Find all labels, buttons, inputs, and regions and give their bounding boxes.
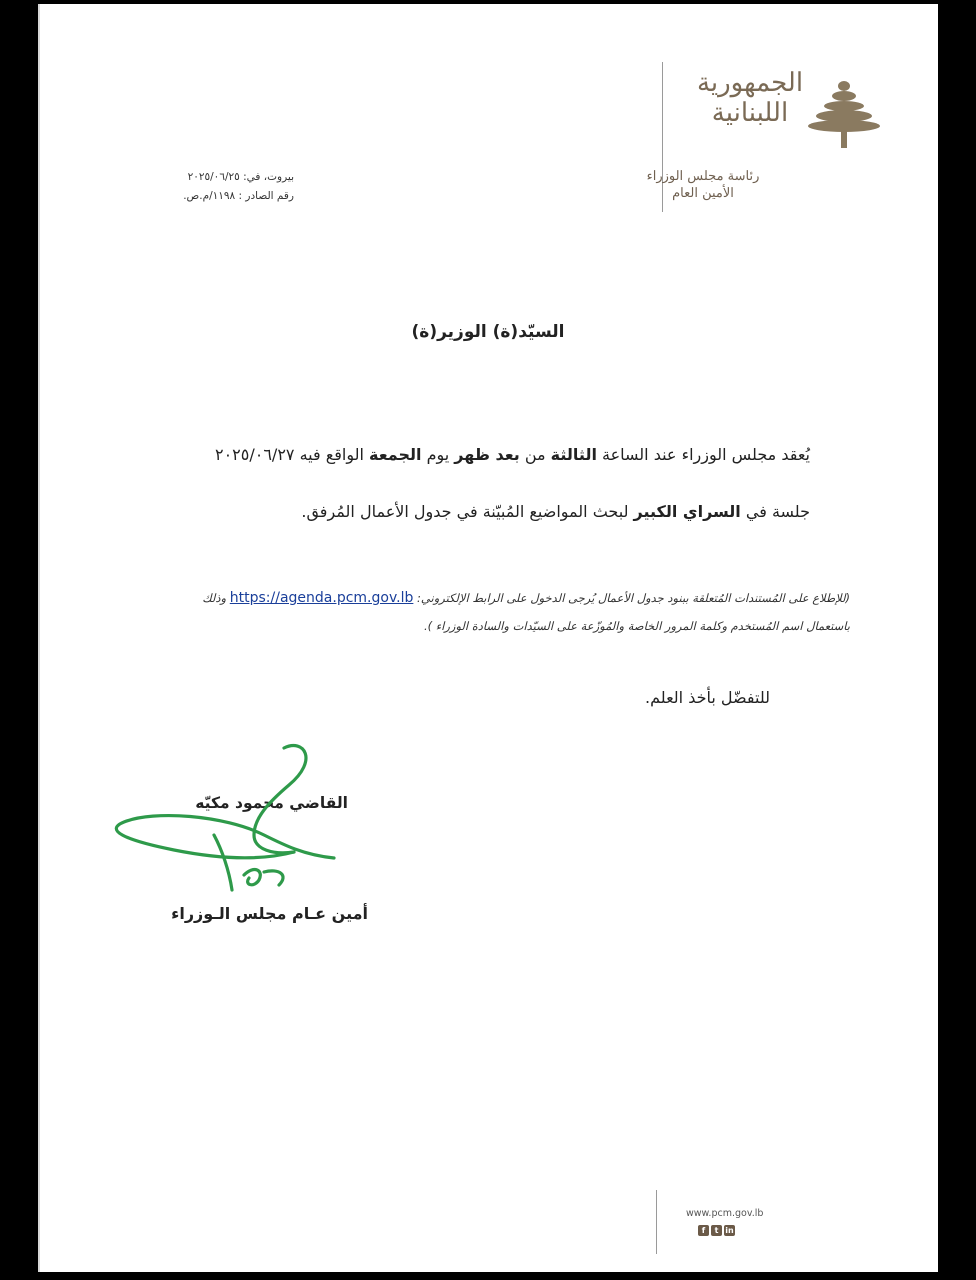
footer-divider xyxy=(656,1190,657,1254)
body-text: لبحث المواضيع المُبيّنة في جدول الأعمال المُرفق. xyxy=(301,502,634,521)
body-text: يوم xyxy=(421,445,455,464)
body-emphasis: الجمعة xyxy=(369,445,422,464)
emblem-title-line1: الجمهورية xyxy=(696,68,804,98)
letter-page xyxy=(38,4,938,1272)
closing-line: للتفضّل بأخذ العلم. xyxy=(645,688,770,707)
facebook-icon[interactable]: f xyxy=(698,1225,709,1236)
page-edge xyxy=(38,4,40,1272)
body-emphasis: الثالثة xyxy=(550,445,597,464)
letter-meta xyxy=(134,168,294,206)
presidency-label: رئاسة مجلس الوزراء xyxy=(646,169,760,184)
emblem-title xyxy=(680,68,820,128)
agenda-link[interactable]: https://agenda.pcm.gov.lb xyxy=(229,590,414,606)
footer-website[interactable]: www.pcm.gov.lb xyxy=(686,1208,764,1219)
cedar-emblem-icon xyxy=(804,76,884,156)
presidency-block xyxy=(628,168,778,202)
body-emphasis: السراي الكبير xyxy=(633,502,741,521)
body-text: من xyxy=(519,445,551,464)
date-line: بيروت، في: ٢٠٢٥/٠٦/٢٥ xyxy=(187,171,294,183)
signer-title: أمين عـام مجلس الـوزراء xyxy=(171,904,368,923)
body-emphasis: بعد ظهر xyxy=(454,445,520,464)
body-text: يُعقد مجلس الوزراء عند الساعة xyxy=(596,445,810,464)
salutation: السيّد(ة) الوزير(ة) xyxy=(411,322,565,342)
body-text: الواقع فيه ٢٠٢٥/٠٦/٢٧ xyxy=(214,445,370,464)
note-line-1 xyxy=(150,588,850,608)
note-text: وذلك xyxy=(202,591,230,605)
body-line-1 xyxy=(150,444,810,466)
twitter-icon[interactable]: t xyxy=(711,1225,722,1236)
body-text: جلسة في xyxy=(740,502,810,521)
emblem-title-line2: اللبنانية xyxy=(711,98,789,128)
social-links xyxy=(698,1225,735,1236)
reference-line: رقم الصادر : ١١٩٨/م.ص. xyxy=(183,190,294,202)
signer-name: القاضي محمود مكيّه xyxy=(195,794,348,812)
linkedin-icon[interactable]: in xyxy=(725,1226,734,1235)
body-line-2 xyxy=(150,501,810,523)
note-text: (للإطلاع على المُستندات المُتعلقة ببنود جدول الأعمال يُرجى الدخول على الرابط الإلكتروني: xyxy=(413,591,850,605)
handwritten-signature xyxy=(104,740,384,900)
note-line-2: باستعمال اسم المُستخدم وكلمة المرور الخاصة والمُوزّعة على السيّدات والسادة الوزراء ). xyxy=(423,619,850,633)
office-label: الأمين العام xyxy=(672,186,734,201)
